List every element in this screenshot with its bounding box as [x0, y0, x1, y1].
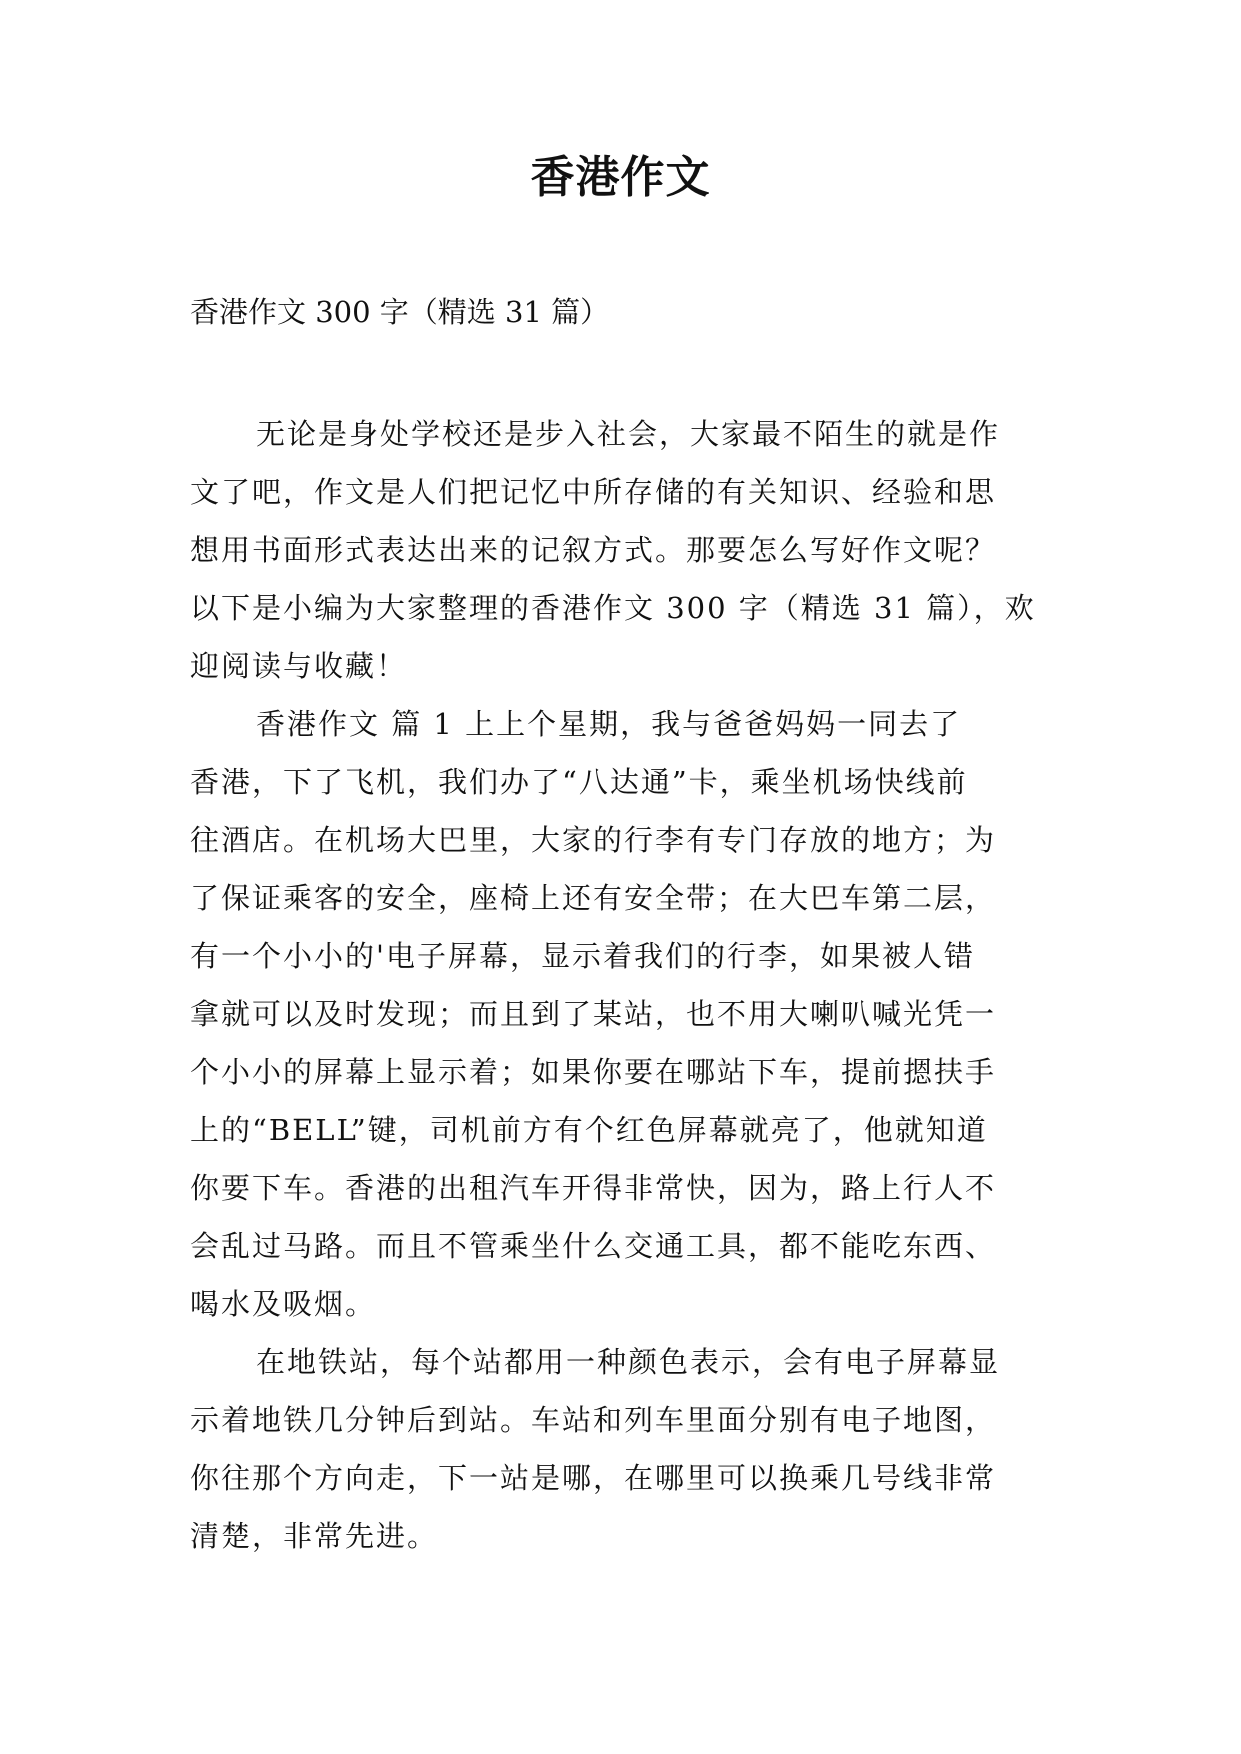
paragraph: [190, 695, 1070, 1333]
paragraph-line: 喝水及吸烟。: [190, 1287, 377, 1321]
paragraph-line: 无论是身处学校还是步入社会，大家最不陌生的就是作: [256, 417, 1001, 451]
paragraph-line: 往酒店。在机场大巴里，大家的行李有专门存放的地方；为: [190, 823, 997, 857]
paragraph-line: 个小小的屏幕上显示着；如果你要在哪站下车，提前摁扶手: [190, 1055, 997, 1089]
paragraph-line: 清楚，非常先进。: [190, 1519, 439, 1553]
paragraph-line: 上的“BELL”键，司机前方有个红色屏幕就亮了，他就知道: [190, 1113, 988, 1147]
paragraph-line: 以下是小编为大家整理的香港作文 300 字（精选 31 篇），欢: [190, 591, 1036, 625]
paragraph-line: 在地铁站，每个站都用一种颜色表示，会有电子屏幕显: [256, 1345, 1001, 1379]
paragraph-line: 迎阅读与收藏！: [190, 649, 408, 683]
paragraph-line: 香港作文 篇 1 上上个星期，我与爸爸妈妈一同去了: [256, 707, 962, 741]
paragraph-line: 你往那个方向走，下一站是哪，在哪里可以换乘几号线非常: [190, 1461, 997, 1495]
paragraph-line: 了保证乘客的安全，座椅上还有安全带；在大巴车第二层，: [190, 881, 997, 915]
paragraph-line: 香港，下了飞机，我们办了“八达通”卡，乘坐机场快线前: [190, 765, 968, 799]
paragraph: [190, 1333, 1070, 1565]
paragraph-line: 示着地铁几分钟后到站。车站和列车里面分别有电子地图，: [190, 1403, 997, 1437]
paragraph: [190, 405, 1070, 695]
paragraph-line: 你要下车。香港的出租汽车开得非常快，因为，路上行人不: [190, 1171, 997, 1205]
document-title: 香港作文: [530, 152, 711, 203]
paragraph-line: 拿就可以及时发现；而且到了某站，也不用大喇叭喊光凭一: [190, 997, 997, 1031]
document-body: [190, 405, 1070, 1565]
paragraph-line: 想用书面形式表达出来的记叙方式。那要怎么写好作文呢？: [190, 533, 997, 567]
document-subtitle: 香港作文 300 字（精选 31 篇）: [190, 295, 610, 329]
paragraph-line: 会乱过马路。而且不管乘坐什么交通工具，都不能吃东西、: [190, 1229, 997, 1263]
paragraph-line: 有一个小小的'电子屏幕，显示着我们的行李，如果被人错: [190, 939, 975, 973]
paragraph-line: 文了吧，作文是人们把记忆中所存储的有关知识、经验和思: [190, 475, 997, 509]
